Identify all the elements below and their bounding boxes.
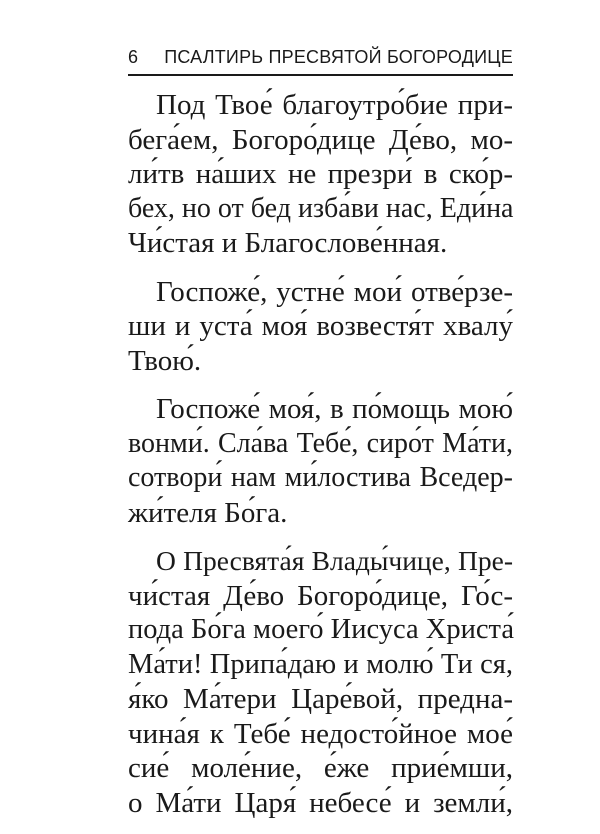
paragraph (128, 275, 513, 379)
text-line: вонми́. Сла́ва Тебе́, сиро́т Ма́ти, (128, 427, 513, 459)
text-line: чи́стая Де́во Богоро́дице, Го́с- (128, 579, 513, 612)
text-line: я́ко Ма́тери Царе́вой, предна- (128, 683, 513, 715)
text-line: сотвори́ нам ми́лостива Вседер- (128, 462, 513, 493)
text-line: Под Твое́ благоутро́бие при- (156, 89, 513, 121)
running-title: ПСАЛТИРЬ ПРЕСВЯТОЙ БОГОРОДИЦЕ (164, 47, 513, 67)
text-line: О Пресвята́я Влады́чице, Пре- (156, 545, 513, 576)
page-number: 6 (128, 47, 139, 67)
paragraph (128, 88, 513, 261)
text-line: жи́теля Бо́га. (128, 496, 288, 529)
text-line: пода Бо́га моего́ Иисуса Христа́ (128, 614, 514, 645)
text-line: ши и уста́ моя́ возвестя́т хвалу́ (128, 310, 513, 342)
paragraph (128, 392, 513, 530)
paragraph (128, 544, 513, 820)
text-line: чина́я к Тебе́ недосто́йное мое́ (128, 717, 513, 750)
text-line: Госпоже́ моя́, в по́мощь мою́ (156, 393, 513, 425)
text-line: Чи́стая и Благослове́нная. (128, 227, 448, 259)
text-line: бех, но от бед изба́ви нас, Еди́на (128, 192, 514, 224)
text-line: о Ма́ти Царя́ небесе́ и земли́, (128, 786, 513, 819)
text-line: Твою́. (128, 344, 202, 377)
text-line: Госпоже́, устне́ мои́ отве́рзе- (156, 275, 513, 308)
text-line: Ма́ти! Припа́даю и молю́ Ти ся, (128, 648, 513, 680)
running-header (128, 44, 513, 76)
body-text (128, 88, 513, 834)
text-line: ли́тв на́ших не презри́ в ско́р- (128, 158, 513, 190)
text-line: сие́ моле́ние, е́же прие́мши, (128, 752, 513, 784)
text-line: бега́ем, Богоро́дице Де́во, мо- (128, 123, 513, 156)
